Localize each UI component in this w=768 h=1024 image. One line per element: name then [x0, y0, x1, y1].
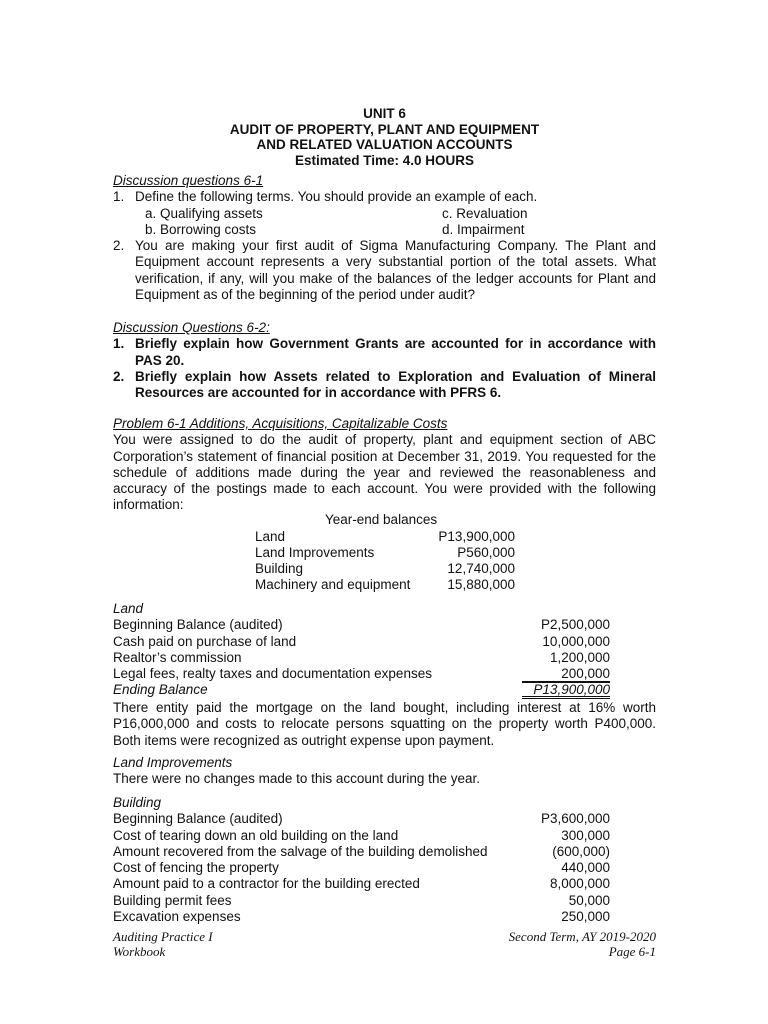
footer-workbook: Workbook	[113, 944, 166, 959]
problem-intro: You were assigned to do the audit of property, plant and equipment section of ABC Corporation’s statement of financial position at December 31, 2019. You requested for the schedule of additions made during the year and reviewed the reasonableness and accuracy of the postings made to each account. You were provided with the following information:	[113, 432, 656, 513]
land-row-label: Cash paid on purchase of land	[113, 633, 297, 649]
land-improvements-note: There were no changes made to this account during the year.	[113, 771, 480, 787]
year-end-row	[255, 561, 515, 577]
dq1-q1-number: 1.	[113, 189, 125, 205]
main-title-line1: AUDIT OF PROPERTY, PLANT AND EQUIPMENT	[229, 121, 540, 137]
building-row-value: 250,000	[561, 909, 610, 925]
land-note: There entity paid the mortgage on the land bought, including interest at 16% worth P16,000,000 and costs to relocate persons squatting on the property worth P400,000. Both items were recognized as outright expense upon payment.	[113, 700, 656, 748]
building-row-label: Amount recovered from the salvage of the building demolished	[113, 843, 488, 859]
building-row-label: Beginning Balance (audited)	[113, 811, 283, 827]
dq1-question-1	[113, 189, 656, 205]
land-row-value: 200,000	[522, 666, 610, 682]
building-row	[113, 844, 610, 860]
building-row-value: P3,600,000	[540, 811, 610, 827]
land-row-value: P2,500,000	[540, 617, 610, 633]
building-row	[113, 811, 610, 827]
dq1-q2-text: You are making your first audit of Sigma Manufacturing Company. The Plant and Equipment account represents a very substantial portion of the total assets. What verification, if any, will you make of the balances of the ledger accounts for Plant and Equipment as of the beginning of the period under audit?	[135, 238, 656, 303]
building-row-value: (600,000)	[552, 843, 610, 859]
dq2-q2-number: 2.	[113, 368, 125, 384]
building-row	[113, 909, 610, 925]
footer-term: Second Term, AY 2019-2020	[508, 929, 656, 944]
terms-row-2	[113, 222, 656, 238]
building-row-label: Building permit fees	[113, 892, 232, 908]
term-d: d. Impairment	[442, 221, 525, 237]
year-end-label: Land Improvements	[255, 545, 375, 560]
land-row-label: Realtor’s commission	[113, 649, 242, 665]
year-end-value: P560,000	[457, 545, 515, 560]
year-end-label: Land	[255, 529, 286, 544]
building-row-label: Cost of tearing down an old building on the land	[113, 827, 399, 843]
year-end-row	[255, 577, 515, 593]
year-end-label: Building	[255, 561, 304, 576]
land-row	[113, 634, 610, 650]
estimated-time: Estimated Time: 4.0 HOURS	[294, 152, 475, 168]
dq2-heading: Discussion Questions 6-2:	[113, 320, 270, 335]
building-schedule	[113, 795, 610, 925]
building-row-value: 8,000,000	[549, 876, 610, 892]
year-end-row	[255, 545, 515, 561]
dq2-q1-number: 1.	[113, 336, 125, 352]
year-end-title: Year-end balances	[325, 512, 438, 527]
building-row-label: Cost of fencing the property	[113, 860, 279, 876]
dq1-q1-text: Define the following terms. You should provide an example of each.	[135, 189, 538, 205]
dq1-q2-number: 2.	[113, 238, 125, 254]
year-end-value: 15,880,000	[447, 577, 515, 592]
year-end-value: 12,740,000	[447, 561, 515, 576]
building-row	[113, 893, 610, 909]
land-row-value: 10,000,000	[542, 633, 610, 649]
problem-heading: Problem 6-1 Additions, Acquisitions, Capitalizable Costs	[113, 416, 448, 431]
land-improvements-section	[113, 755, 656, 788]
land-row-label: Beginning Balance (audited)	[113, 617, 283, 633]
building-row-value: 50,000	[568, 892, 610, 908]
dq2-q2-text: Briefly explain how Assets related to Exploration and Evaluation of Mineral Resources are accounted for in accordance with PFRS 6.	[135, 368, 656, 401]
main-title-line2: AND RELATED VALUATION ACCOUNTS	[256, 137, 513, 152]
land-row	[113, 650, 610, 666]
building-row-label: Amount paid to a contractor for the building erected	[113, 876, 420, 892]
discussion-questions-6-1	[113, 173, 656, 303]
land-schedule	[113, 601, 610, 699]
problem-6-1	[113, 416, 656, 514]
land-row	[113, 617, 610, 633]
land-row	[113, 666, 610, 682]
term-b: b. Borrowing costs	[145, 221, 257, 237]
dq2-question-1	[113, 336, 656, 369]
dq2-q1-text: Briefly explain how Government Grants are accounted for in accordance with PAS 20.	[135, 336, 656, 368]
land-row-value: 1,200,000	[549, 649, 610, 665]
term-a: a. Qualifying assets	[145, 205, 263, 221]
discussion-questions-6-2	[113, 320, 656, 401]
land-ending-row	[113, 682, 610, 698]
building-row	[113, 860, 610, 876]
footer-page-number: Page 6-1	[608, 944, 656, 959]
building-row	[113, 876, 610, 892]
land-ending-value: P13,900,000	[522, 682, 610, 698]
building-heading: Building	[113, 795, 162, 810]
year-end-value: P13,900,000	[438, 529, 515, 544]
unit-title: UNIT 6	[363, 106, 406, 121]
dq1-heading: Discussion questions 6-1	[113, 173, 264, 188]
building-row-value: 300,000	[561, 827, 610, 843]
terms-row-1	[113, 206, 656, 222]
term-c: c. Revaluation	[442, 205, 528, 221]
land-ending-label: Ending Balance	[113, 682, 208, 698]
land-improvements-heading: Land Improvements	[113, 755, 233, 770]
land-row-label: Legal fees, realty taxes and documentation expenses	[113, 666, 432, 682]
footer-course: Auditing Practice I	[113, 929, 213, 944]
building-row-label: Excavation expenses	[113, 909, 241, 925]
building-row	[113, 828, 610, 844]
year-end-row	[255, 529, 515, 545]
year-end-label: Machinery and equipment	[255, 577, 411, 592]
title-block	[113, 106, 656, 168]
land-heading: Land	[113, 601, 144, 616]
building-row-value: 440,000	[561, 860, 610, 876]
dq2-question-2	[113, 369, 656, 402]
dq1-question-2	[113, 238, 656, 303]
